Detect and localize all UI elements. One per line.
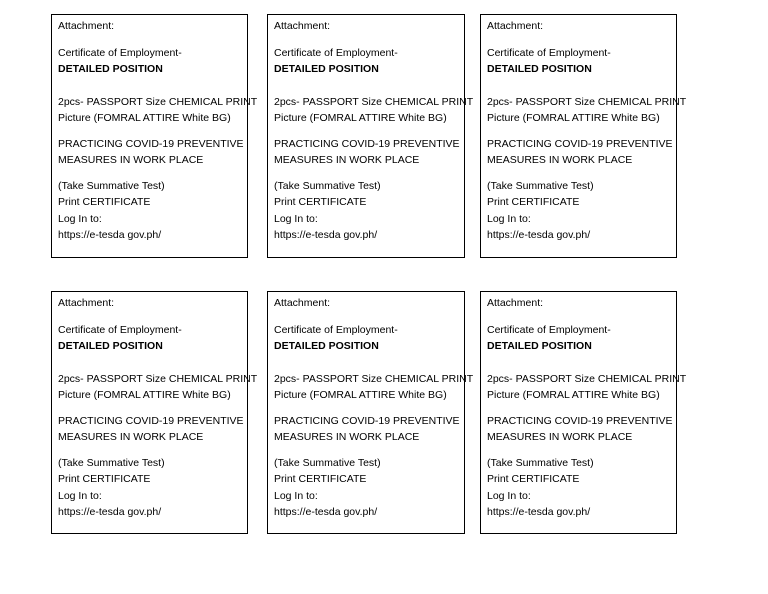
login-line: Log In to: <box>487 212 531 225</box>
attachment-card <box>480 14 687 258</box>
photo-attire-line: Picture (FOMRAL ATTIRE White BG) <box>58 112 231 124</box>
photo-attire-line: Picture (FOMRAL ATTIRE White BG) <box>487 389 660 401</box>
tesda-url: https://e-tesda gov.ph/ <box>58 229 162 241</box>
login-line: Log In to: <box>274 489 318 502</box>
print-certificate-line: Print CERTIFICATE <box>58 473 151 485</box>
covid-measures-line: MEASURES IN WORK PLACE <box>487 154 633 166</box>
summative-test-line: (Take Summative Test) <box>274 179 381 192</box>
photo-attire-line: Picture (FOMRAL ATTIRE White BG) <box>274 112 447 124</box>
covid-line: PRACTICING COVID-19 PREVENTIVE <box>58 137 244 150</box>
photo-attire-line: Picture (FOMRAL ATTIRE White BG) <box>487 112 660 124</box>
summative-test-line: (Take Summative Test) <box>487 456 594 469</box>
certificate-line: Certificate of Employment- <box>487 46 611 59</box>
certificate-line: Certificate of Employment- <box>58 46 182 59</box>
card-heading: Attachment: <box>274 297 331 309</box>
attachment-card <box>51 291 258 534</box>
photo-requirement-line: 2pcs- PASSPORT Size CHEMICAL PRINT <box>274 372 474 385</box>
certificate-line: Certificate of Employment- <box>487 323 611 336</box>
photo-attire-line: Picture (FOMRAL ATTIRE White BG) <box>58 389 231 401</box>
covid-line: PRACTICING COVID-19 PREVENTIVE <box>274 137 460 150</box>
photo-requirement-line: 2pcs- PASSPORT Size CHEMICAL PRINT <box>274 95 474 108</box>
tesda-url: https://e-tesda gov.ph/ <box>58 506 162 518</box>
tesda-url: https://e-tesda gov.ph/ <box>274 506 378 518</box>
attachment-card <box>480 291 687 534</box>
print-certificate-line: Print CERTIFICATE <box>487 196 580 208</box>
covid-measures-line: MEASURES IN WORK PLACE <box>274 431 420 443</box>
card-heading: Attachment: <box>58 297 115 309</box>
summative-test-line: (Take Summative Test) <box>274 456 381 469</box>
print-certificate-line: Print CERTIFICATE <box>274 473 367 485</box>
photo-requirement-line: 2pcs- PASSPORT Size CHEMICAL PRINT <box>58 372 258 385</box>
covid-measures-line: MEASURES IN WORK PLACE <box>58 154 204 166</box>
tesda-url: https://e-tesda gov.ph/ <box>487 229 591 241</box>
card-heading: Attachment: <box>487 297 544 309</box>
covid-line: PRACTICING COVID-19 PREVENTIVE <box>487 137 673 150</box>
card-heading: Attachment: <box>274 20 331 32</box>
certificate-line: Certificate of Employment- <box>58 323 182 336</box>
detailed-position-line: DETAILED POSITION <box>487 63 592 75</box>
certificate-line: Certificate of Employment- <box>274 323 398 336</box>
login-line: Log In to: <box>274 212 318 225</box>
covid-measures-line: MEASURES IN WORK PLACE <box>58 431 204 443</box>
covid-measures-line: MEASURES IN WORK PLACE <box>274 154 420 166</box>
photo-requirement-line: 2pcs- PASSPORT Size CHEMICAL PRINT <box>487 372 687 385</box>
detailed-position-line: DETAILED POSITION <box>487 340 592 352</box>
photo-requirement-line: 2pcs- PASSPORT Size CHEMICAL PRINT <box>58 95 258 108</box>
summative-test-line: (Take Summative Test) <box>58 456 165 469</box>
tesda-url: https://e-tesda gov.ph/ <box>274 229 378 241</box>
detailed-position-line: DETAILED POSITION <box>274 340 379 352</box>
attachment-card <box>267 291 474 534</box>
tesda-url: https://e-tesda gov.ph/ <box>487 506 591 518</box>
certificate-line: Certificate of Employment- <box>274 46 398 59</box>
print-certificate-line: Print CERTIFICATE <box>487 473 580 485</box>
covid-line: PRACTICING COVID-19 PREVENTIVE <box>58 414 244 427</box>
photo-requirement-line: 2pcs- PASSPORT Size CHEMICAL PRINT <box>487 95 687 108</box>
covid-measures-line: MEASURES IN WORK PLACE <box>487 431 633 443</box>
print-certificate-line: Print CERTIFICATE <box>58 196 151 208</box>
detailed-position-line: DETAILED POSITION <box>58 340 163 352</box>
attachment-card <box>267 14 474 258</box>
login-line: Log In to: <box>58 212 102 225</box>
attachment-card <box>51 14 258 258</box>
covid-line: PRACTICING COVID-19 PREVENTIVE <box>274 414 460 427</box>
login-line: Log In to: <box>487 489 531 502</box>
covid-line: PRACTICING COVID-19 PREVENTIVE <box>487 414 673 427</box>
card-heading: Attachment: <box>58 20 115 32</box>
detailed-position-line: DETAILED POSITION <box>274 63 379 75</box>
card-heading: Attachment: <box>487 20 544 32</box>
summative-test-line: (Take Summative Test) <box>58 179 165 192</box>
login-line: Log In to: <box>58 489 102 502</box>
photo-attire-line: Picture (FOMRAL ATTIRE White BG) <box>274 389 447 401</box>
print-certificate-line: Print CERTIFICATE <box>274 196 367 208</box>
summative-test-line: (Take Summative Test) <box>487 179 594 192</box>
detailed-position-line: DETAILED POSITION <box>58 63 163 75</box>
